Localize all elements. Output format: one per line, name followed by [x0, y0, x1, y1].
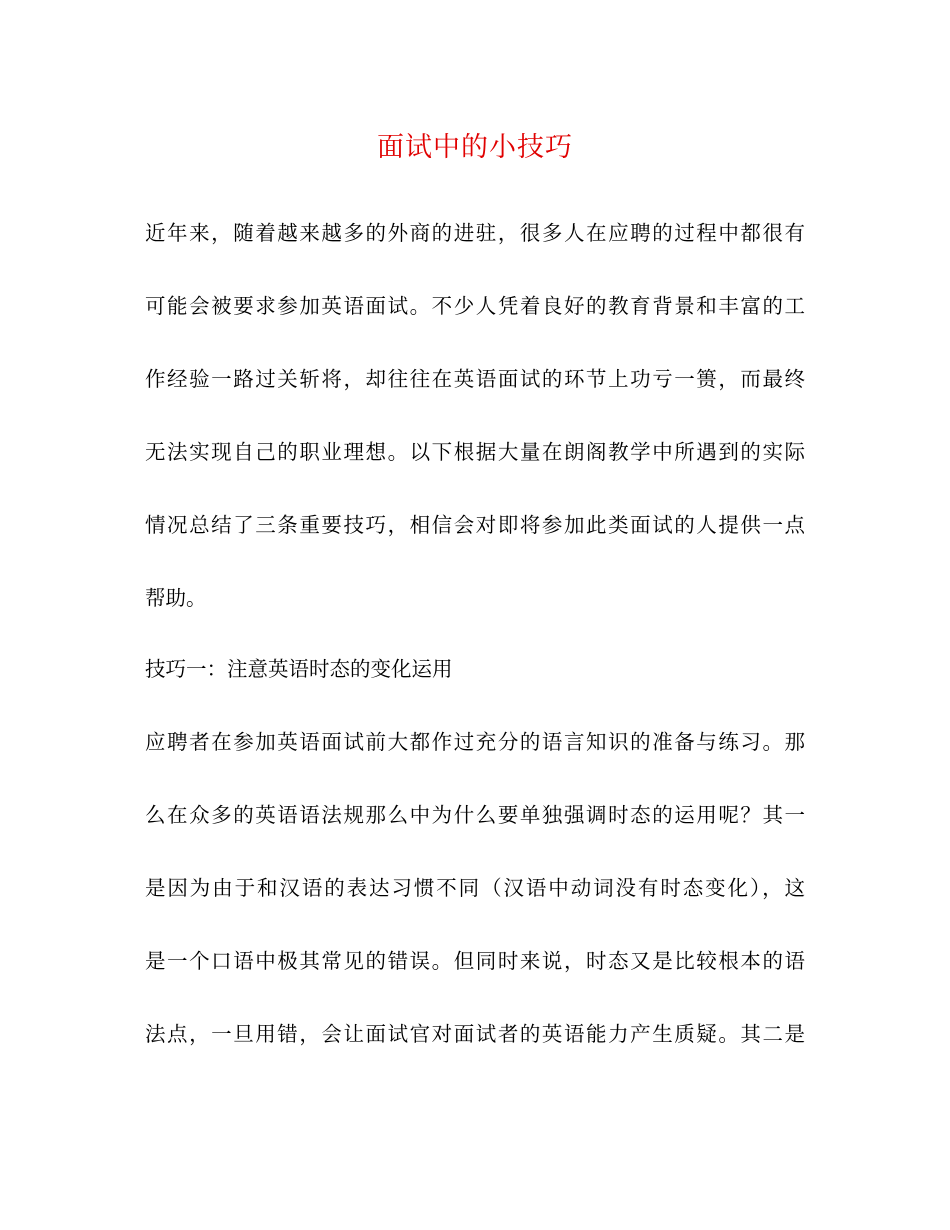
paragraph-line: 是一个口语中极其常见的错误。但同时来说，时态又是比较根本的语 — [145, 949, 805, 973]
document-title: 面试中的小技巧 — [377, 132, 573, 163]
paragraph-line: 作经验一路过关斩将，却往往在英语面试的环节上功亏一篑，而最终 — [145, 367, 805, 391]
section-heading: 技巧一：注意英语时态的变化运用 — [145, 657, 453, 681]
paragraph-line: 近年来，随着越来越多的外商的进驻，很多人在应聘的过程中都很有 — [145, 221, 805, 245]
paragraph-line: 法点，一旦用错，会让面试官对面试者的英语能力产生质疑。其二是 — [145, 1022, 805, 1046]
paragraph-line: 应聘者在参加英语面试前大都作过充分的语言知识的准备与练习。那 — [145, 730, 805, 754]
paragraph-line: 是因为由于和汉语的表达习惯不同（汉语中动词没有时态变化），这 — [145, 876, 805, 900]
paragraph-line: 无法实现自己的职业理想。以下根据大量在朗阁教学中所遇到的实际 — [145, 440, 805, 464]
paragraph-line: 可能会被要求参加英语面试。不少人凭着良好的教育背景和丰富的工 — [145, 294, 805, 318]
paragraph-line: 帮助。 — [145, 586, 207, 610]
paragraph-line: 情况总结了三条重要技巧，相信会对即将参加此类面试的人提供一点 — [145, 513, 805, 537]
paragraph-line: 么在众多的英语语法规那么中为什么要单独强调时态的运用呢？其一 — [145, 803, 805, 827]
